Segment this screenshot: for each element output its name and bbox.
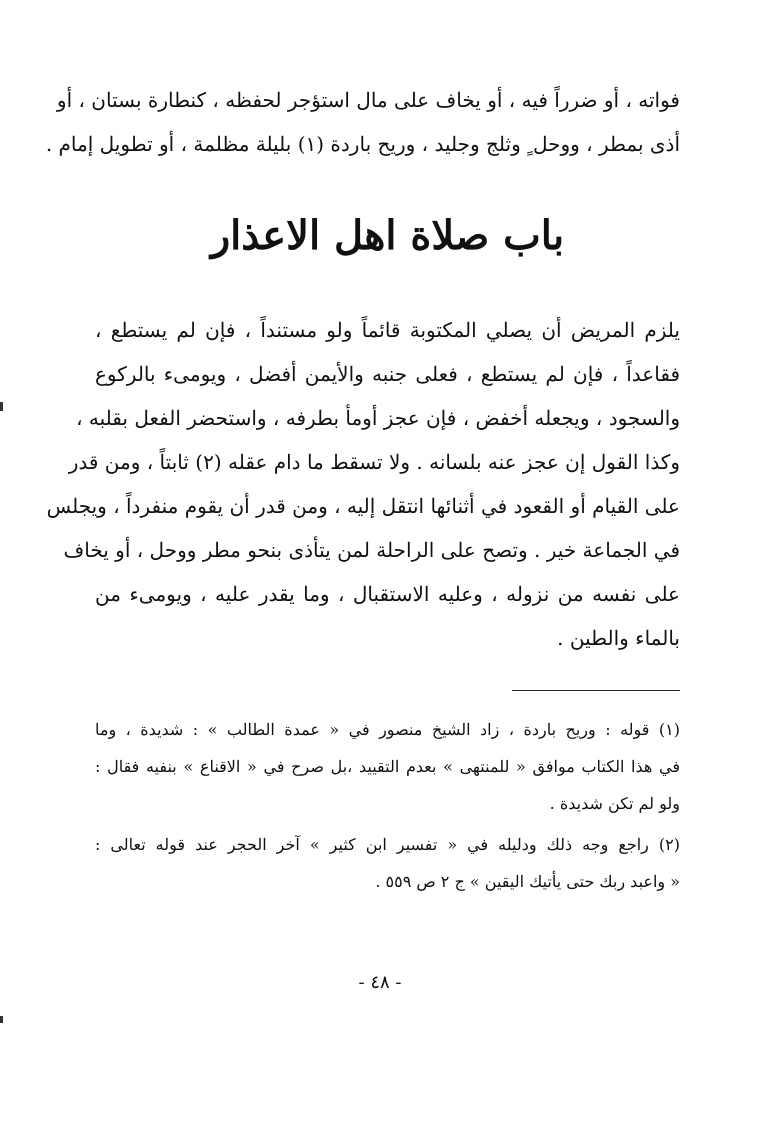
page-number: - ٤٨ - (358, 972, 402, 993)
footnote-line: ولو لم تكن شديدة . (549, 794, 680, 813)
body-line: على نفسه من نزوله ، وعليه الاستقبال ، وما يقدر عليه ، ويومىء من (95, 582, 680, 606)
body-line: على القيام أو القعود في أثنائها انتقل إليه ، ومن قدر أن يقوم منفرداً ، ويجلس (46, 494, 680, 518)
chapter-heading: باب صلاة اهل الاعذار (210, 212, 565, 259)
footnote-separator (512, 690, 680, 691)
body-line: والسجود ، ويجعله أخفض ، فإن عجز أومأ بطرفه ، واستحضر الفعل بقلبه ، (76, 406, 680, 430)
scan-edge-mark (0, 1016, 3, 1023)
intro-line: فواته ، أو ضرراً فيه ، أو يخاف على مال استؤجر لحفظه ، كنطارة بستان ، أو (56, 88, 680, 112)
footnote-2 (95, 826, 680, 900)
intro-paragraph (45, 78, 680, 166)
body-line: يلزم المريض أن يصلي المكتوبة قائماً ولو مستنداً ، فإن لم يستطع ، (95, 318, 680, 342)
footnote-line: (٢) راجع وجه ذلك ودليله في « تفسير ابن كثير » آخر الحجر عند قوله تعالى : (95, 835, 680, 854)
footnotes (95, 711, 680, 900)
footnote-line: في هذا الكتاب موافق « للمنتهى » بعدم التقييد ،بل صرح في « الاقناع » بنفيه فقال : (95, 757, 680, 776)
body-line: في الجماعة خير . وتصح على الراحلة لمن يتأذى بنحو مطر ووحل ، أو يخاف (63, 538, 680, 562)
body-line: بالماء والطين . (557, 626, 680, 650)
footnote-1 (95, 711, 680, 822)
page-content (45, 78, 681, 904)
intro-line: أذى بمطر ، ووحل ٍ وثلج وجليد ، وريح باردة (١) بليلة مظلمة ، أو تطويل إمام . (45, 132, 680, 156)
body-line: فقاعداً ، فإن لم يستطع ، فعلى جنبه والأيمن أفضل ، ويومىء بالركوع (95, 362, 680, 386)
body-line: وكذا القول إن عجز عنه بلسانه . ولا تسقط ما دام عقله (٢) ثابتاً ، ومن قدر (68, 450, 680, 474)
body-paragraph (46, 308, 680, 660)
footnote-line: « واعبد ربك حتى يأتيك اليقين » ج ٢ ص ٥٥٩ . (375, 872, 680, 891)
scan-edge-mark (0, 402, 3, 411)
footnote-line: (١) قوله : وريح باردة ، زاد الشيخ منصور في « عمدة الطالب » : شديدة ، وما (95, 720, 681, 739)
